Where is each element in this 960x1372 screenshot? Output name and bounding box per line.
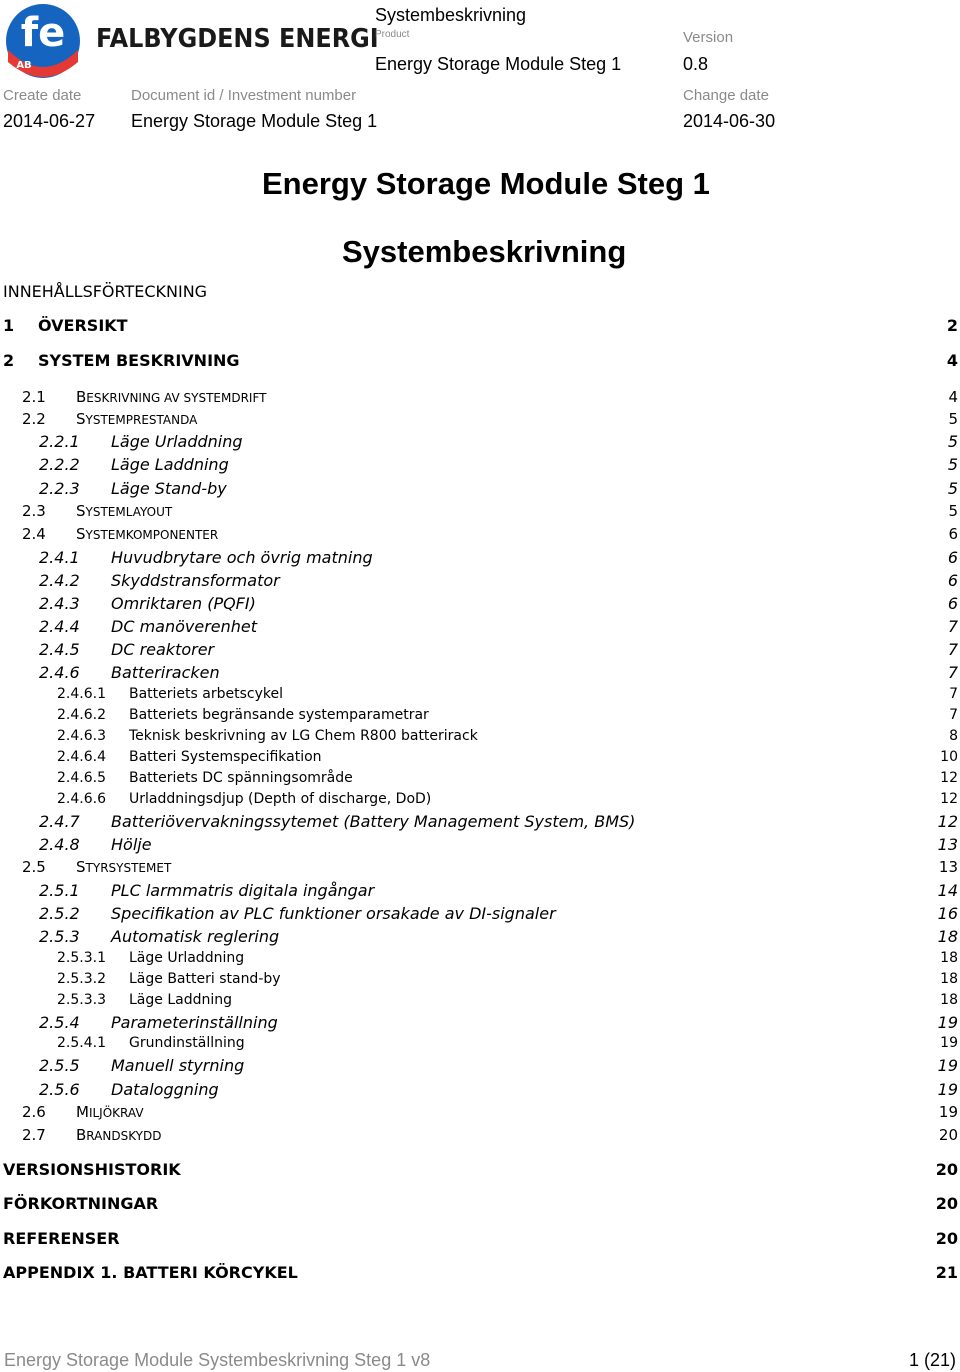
toc-entry-label: SYSTEM BESKRIVNING [38,351,240,370]
toc-entry-page: 20 [935,1229,958,1248]
toc-entry-label-initial: S [76,858,86,876]
toc-entry-label-initial: S [76,410,86,428]
toc-entry-number: 2.7 [22,1126,46,1144]
toc-entry-number: 2.4.1 [39,548,80,567]
toc-entry-number: 2.5.5 [39,1056,80,1075]
logo-badge: AB [16,60,32,71]
toc-entry-label-rest: YSTEMLAYOUT [85,505,173,519]
toc-entry-page: 6 [948,525,958,543]
toc-entry-label: Batteriets arbetscykel [129,686,283,702]
toc-entry-number: 2.5.3.3 [57,992,106,1008]
toc-entry-label: Omriktaren (PQFI) [111,594,256,613]
toc-entry[interactable] [0,479,960,503]
toc-entry[interactable] [0,1080,960,1104]
toc-entry-label: PLC larmmatris digitala ingångar [111,881,375,900]
company-name: FALBYGDENS ENERGI [96,24,379,54]
toc-entry[interactable] [0,1126,960,1150]
toc-entry-number: 2.4.6.2 [57,707,106,723]
product-label: Product [375,29,410,40]
toc-entry-number: 2.4.6 [39,663,80,682]
toc-entry[interactable] [0,502,960,526]
toc-entry[interactable] [0,571,960,595]
toc-entry-page: 6 [947,571,958,590]
toc-entry-label: Huvudbrytare och övrig matning [111,548,373,567]
version-value: 0.8 [683,54,709,74]
toc-entry[interactable] [0,351,960,375]
toc-entry-page: 18 [940,992,958,1008]
toc-entry[interactable] [0,1229,960,1253]
toc-heading: INNEHÅLLSFÖRTECKNING [3,282,208,301]
toc-entry-number: 2.5.4 [39,1013,80,1032]
toc-entry-page: 20 [935,1194,958,1213]
toc-entry-label-rest: ILJÖKRAV [88,1106,144,1120]
toc-entry-page: 20 [938,1126,958,1144]
toc-entry-label [76,1103,144,1121]
toc-entry-page: 8 [949,728,958,744]
document-subtitle: Systembeskrivning [342,234,627,269]
toc-entry[interactable] [0,927,960,951]
toc-entry-number: 2.1 [22,388,46,406]
logo-letters: fe [20,10,66,56]
toc-entry[interactable] [0,1013,960,1037]
create-date-label: Create date [3,87,82,104]
toc-entry-label: Parameterinställning [111,1013,278,1032]
toc-entry-page: 7 [947,663,958,682]
toc-entry-label-initial: S [76,502,86,520]
toc-entry-number: 2.5.3.1 [57,950,106,966]
toc-entry-label: Batteri Systemspecifikation [129,749,322,765]
toc-entry-number: 2.4 [22,525,46,543]
toc-entry-page: 5 [948,410,958,428]
toc-entry-number: 2.4.6.1 [57,686,106,702]
toc-entry-number: 2.3 [22,502,46,520]
toc-entry-page: 2 [946,316,958,335]
toc-entry-label: Batteriracken [111,663,220,682]
toc-entry-label-initial: B [76,388,87,406]
toc-entry-page: 13 [938,858,958,876]
toc-entry-page: 12 [940,791,958,807]
toc-entry-label-initial: M [76,1103,89,1121]
toc-entry-number: 2.4.2 [39,571,80,590]
toc-entry-page: 10 [940,749,958,765]
toc-entry-label: Läge Urladdning [111,432,243,451]
toc-entry-label: Manuell styrning [111,1056,245,1075]
toc-entry-page: 19 [937,1013,958,1032]
toc-entry-number: 2.4.6.3 [57,728,106,744]
toc-entry[interactable] [0,812,960,836]
toc-entry-number: 2 [3,351,15,370]
toc-entry-page: 5 [948,502,958,520]
toc-entry-number: 2.5.3 [39,927,80,946]
toc-entry[interactable] [0,1056,960,1080]
toc-entry-number: 2.4.8 [39,835,80,854]
toc-entry-label: Urladdningsdjup (Depth of discharge, DoD) [129,791,432,807]
toc-entry-number: 2.4.4 [39,617,80,636]
toc-entry-number: 2.5.3.2 [57,971,106,987]
version-label: Version [683,29,734,46]
toc-entry[interactable] [0,1194,960,1218]
toc-entry-page: 16 [937,904,958,923]
toc-entry-label: ÖVERSIKT [38,316,128,335]
toc-entry[interactable] [0,388,960,412]
toc-entry-label: VERSIONSHISTORIK [3,1160,181,1179]
toc-entry-number: 1 [3,316,15,335]
toc-entry-label [76,502,172,520]
toc-entry-page: 18 [937,927,958,946]
toc-entry[interactable] [0,663,960,687]
toc-entry-label: Automatisk reglering [111,927,280,946]
toc-entry[interactable] [0,1103,960,1127]
toc-entry-page: 12 [937,812,958,831]
toc-entry-label-rest: TYRSYSTEMET [85,861,172,875]
toc-entry-label: Specifikation av PLC funktioner orsakade av DI-signaler [111,904,556,923]
footer-doc-name: Energy Storage Module Systembeskrivning Steg 1 v8 [4,1350,431,1370]
toc-entry-label: Teknisk beskrivning av LG Chem R800 batterirack [129,728,478,744]
toc-entry-page: 7 [949,686,958,702]
toc-entry-label [76,410,197,428]
toc-entry-label [76,858,171,876]
toc-entry-page: 20 [935,1160,958,1179]
toc-entry[interactable] [0,316,960,340]
toc-entry-number: 2.4.5 [39,640,80,659]
toc-entry-page: 5 [947,479,958,498]
toc-entry-number: 2.5.6 [39,1080,80,1099]
toc-entry-number: 2.5.4.1 [57,1035,106,1051]
doc-id-label: Document id / Investment number [131,87,357,104]
toc-entry-number: 2.2.1 [39,432,80,451]
toc-entry-label: Läge Laddning [111,455,229,474]
toc-entry-label [76,525,218,543]
toc-entry-page: 21 [935,1263,958,1282]
toc-entry-page: 19 [938,1103,958,1121]
toc-entry-number: 2.5 [22,858,46,876]
toc-entry-label: Läge Laddning [129,992,233,1008]
toc-entry[interactable] [0,594,960,618]
toc-entry[interactable] [0,1160,960,1184]
toc-entry-page: 14 [937,881,958,900]
toc-entry-number: 2.4.6.5 [57,770,106,786]
toc-entry-label: Dataloggning [111,1080,219,1099]
toc-entry-page: 19 [937,1080,958,1099]
toc-entry-page: 18 [940,950,958,966]
toc-entry[interactable] [0,858,960,882]
toc-entry-page: 13 [937,835,958,854]
toc-entry[interactable] [0,617,960,641]
toc-entry-number: 2.2.3 [39,479,80,498]
toc-entry-page: 19 [937,1056,958,1075]
toc-entry[interactable] [0,881,960,905]
toc-entry-label [76,1126,161,1144]
toc-entry-page: 7 [949,707,958,723]
toc-entry-number: 2.4.7 [39,812,80,831]
toc-entry[interactable] [0,455,960,479]
toc-entry-label: Batteriövervakningssytemet (Battery Management System, BMS) [111,812,636,831]
toc-entry-number: 2.2 [22,410,46,428]
toc-entry-label-rest: ESKRIVNING AV SYSTEMDRIFT [86,391,267,405]
doc-id-value: Energy Storage Module Steg 1 [131,111,378,131]
toc-entry[interactable] [0,835,960,859]
toc-entry-number: 2.4.3 [39,594,80,613]
company-logo [4,2,82,80]
footer-page-info: 1 (21) [908,1350,956,1370]
toc-entry[interactable] [0,548,960,572]
document-title: Energy Storage Module Steg 1 [262,166,710,201]
toc-entry-label-rest: YSTEMKOMPONENTER [85,528,219,542]
toc-entry-label: Grundinställning [129,1035,245,1051]
toc-entry-label: DC reaktorer [111,640,215,659]
toc-entry-label: Läge Urladdning [129,950,245,966]
toc-entry-page: 4 [946,351,958,370]
toc-entry-label [76,388,267,406]
toc-entry-page: 6 [947,594,958,613]
toc-entry-label-rest: YSTEMPRESTANDA [85,413,198,427]
toc-entry-label: Läge Stand-by [111,479,227,498]
change-date-value: 2014-06-30 [683,111,776,131]
toc-entry-label: Batteriets begränsande systemparametrar [129,707,429,723]
toc-entry-label-initial: S [76,525,86,543]
toc-entry[interactable] [0,410,960,434]
toc-entry-label: Skyddstransformator [111,571,280,590]
toc-entry[interactable] [0,1263,960,1287]
toc-entry[interactable] [0,525,960,549]
toc-entry-label: Batteriets DC spänningsområde [129,770,353,786]
toc-entry-page: 7 [947,640,958,659]
doc-type: Systembeskrivning [375,5,527,25]
toc-entry-page: 6 [947,548,958,567]
toc-entry-label: REFERENSER [3,1229,120,1248]
toc-entry-label-rest: RANDSKYDD [86,1129,162,1143]
create-date-value: 2014-06-27 [3,111,96,131]
toc-entry-label-initial: B [76,1126,87,1144]
toc-entry-label: DC manöverenhet [111,617,258,636]
toc-entry-number: 2.4.6.6 [57,791,106,807]
toc-entry-label: Läge Batteri stand-by [129,971,281,987]
toc-entry-page: 5 [947,432,958,451]
toc-entry-number: 2.2.2 [39,455,80,474]
toc-entry-page: 19 [940,1035,958,1051]
toc-entry[interactable] [0,432,960,456]
toc-entry-page: 5 [947,455,958,474]
toc-entry-number: 2.5.1 [39,881,80,900]
toc-entry-number: 2.6 [22,1103,46,1121]
toc-entry-page: 18 [940,971,958,987]
toc-entry-page: 12 [940,770,958,786]
toc-entry[interactable] [0,640,960,664]
toc-entry[interactable] [0,904,960,928]
toc-entry-number: 2.5.2 [39,904,80,923]
toc-entry-page: 7 [947,617,958,636]
toc-entry-label: APPENDIX 1. BATTERI KÖRCYKEL [3,1263,298,1282]
change-date-label: Change date [683,87,769,104]
toc-entry-page: 4 [948,388,958,406]
toc-entry-label: FÖRKORTNINGAR [3,1194,159,1213]
toc-entry-number: 2.4.6.4 [57,749,106,765]
toc-entry-label: Hölje [111,835,152,854]
product-value: Energy Storage Module Steg 1 [375,54,622,74]
